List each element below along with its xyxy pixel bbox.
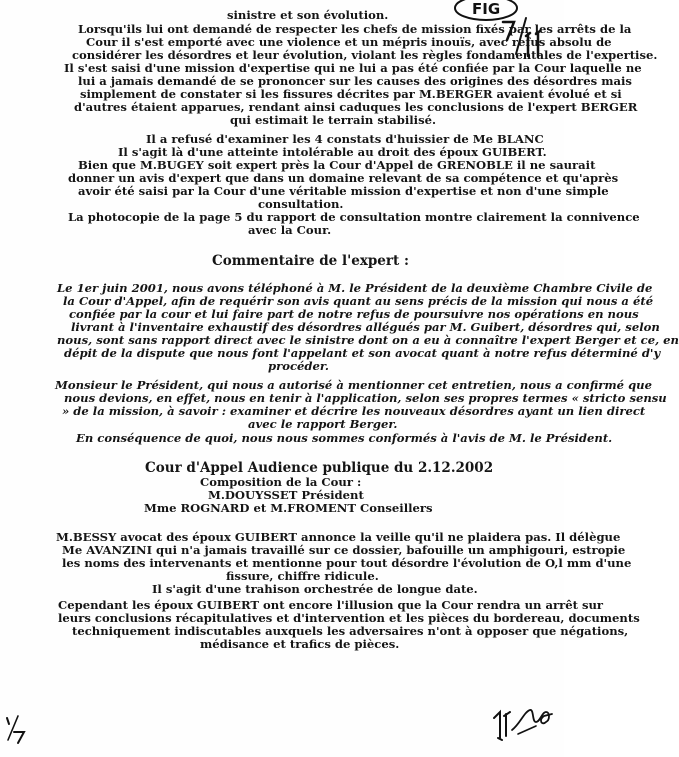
text-line: médisance et trafics de pièces.: [200, 637, 400, 651]
text-line: qui estimait le terrain stabilisé.: [230, 113, 437, 127]
text-line: consultation.: [258, 197, 344, 211]
text-line: la Cour d'Appel, afin de requérir son avis quant au sens précis de la mission qui nous a été: [63, 294, 654, 308]
page-number-mark: [500, 16, 550, 58]
text-line: M.DOUYSSET Président: [208, 488, 364, 502]
text-line: M.BESSY avocat des époux GUIBERT annonce la veille qu'il ne plaidera pas. Il délègue: [56, 530, 621, 544]
text-line: nous devions, en effet, nous en tenir à l'application, selon ses propres termes « stricto sensu: [64, 391, 667, 405]
section-heading-hearing: Cour d'Appel Audience publique du 2.12.2002: [145, 460, 494, 476]
text-line: livrant à l'inventaire exhaustif des désordres allégués par M. Guibert, désordres qui, selon: [71, 320, 660, 334]
text-line: Bien que M.BUGEY soit expert près la Cour d'Appel de GRENOBLE il ne saurait: [78, 158, 596, 172]
folio-mark: [4, 714, 28, 744]
text-line: avoir été saisi par la Cour d'une véritable mission d'expertise et non d'une simple: [78, 184, 609, 198]
text-line: Cour il s'est emporté avec une violence et un mépris inouïs, avec refus absolu de: [86, 35, 612, 49]
text-line: nous, sont sans rapport direct avec le sinistre dont on a eu à connaître l'expert Berger et ce, en: [57, 333, 679, 347]
text-line: La photocopie de la page 5 du rapport de consultation montre clairement la connivence: [68, 210, 640, 224]
text-line: procéder.: [268, 359, 329, 373]
text-line: » de la mission, à savoir : examiner et décrire les nouveaux désordres ayant un lien direct: [62, 404, 646, 418]
text-line: Il s'est saisi d'une mission d'expertise qui ne lui a pas été confiée par la Cour laquelle ne: [64, 61, 642, 75]
text-line: simplement de constater si les fissures décrites par M.BERGER avaient évolué et si: [80, 87, 622, 101]
text-line: sinistre et son évolution.: [227, 8, 389, 22]
text-line: Le 1er juin 2001, nous avons téléphoné à M. le Président de la deuxième Chambre Civile de: [57, 281, 653, 295]
text-line: En conséquence de quoi, nous nous sommes conformés à l'avis de M. le Président.: [76, 431, 613, 445]
text-line: fissure, chiffre ridicule.: [226, 569, 379, 583]
text-line: lui a jamais demandé de se prononcer sur les causes des origines des désordres mais: [78, 74, 632, 88]
section-heading-expert-comment: Commentaire de l'expert :: [212, 253, 409, 269]
text-line: Il s'agit d'une trahison orchestrée de longue date.: [152, 582, 478, 596]
text-line: Me AVANZINI qui n'a jamais travaillé sur ce dossier, bafouille un amphigouri, estropie: [62, 543, 626, 557]
signature-initials: [490, 700, 556, 744]
text-line: dépit de la dispute que nous font l'appelant et son avocat quant à notre refus déterminé d'y: [64, 346, 661, 360]
svg-text:FIG: FIG: [472, 0, 501, 18]
text-line: les noms des intervenants et mentionne pour tout désordre l'évolution de O,l mm d'une: [62, 556, 632, 570]
text-line: Composition de la Cour :: [200, 475, 362, 489]
text-line: Il a refusé d'examiner les 4 constats d'huissier de Me BLANC: [146, 132, 544, 146]
text-line: Cependant les époux GUIBERT ont encore l'illusion que la Cour rendra un arrêt sur: [58, 598, 604, 612]
text-line: Lorsqu'ils lui ont demandé de respecter les chefs de mission fixés par les arrêts de la: [78, 22, 632, 36]
text-line: d'autres étaient apparues, rendant ainsi caduques les conclusions de l'expert BERGER: [74, 100, 638, 114]
text-line: donner un avis d'expert que dans un domaine relevant de sa compétence et qu'après: [68, 171, 619, 185]
text-line: techniquement indiscutables auxquels les adversaires n'ont à opposer que négations,: [72, 624, 629, 638]
text-line: leurs conclusions récapitulatives et d'intervention et les pièces du bordereau, documents: [58, 611, 640, 625]
text-line: avec la Cour.: [248, 223, 332, 237]
text-line: Mme ROGNARD et M.FROMENT Conseillers: [144, 501, 433, 515]
text-line: considérer les désordres et leur évolution, violant les règles fondamentales de l'expertise.: [72, 48, 658, 62]
text-line: confiée par la cour et lui faire part de notre refus de poursuivre nos opérations en nous: [69, 307, 639, 321]
text-line: Monsieur le Président, qui nous a autorisé à mentionner cet entretien, nous a confirmé que: [55, 378, 652, 392]
text-line: avec le rapport Berger.: [248, 417, 398, 431]
text-line: Il s'agit là d'une atteinte intolérable au droit des époux GUIBERT.: [118, 145, 547, 159]
